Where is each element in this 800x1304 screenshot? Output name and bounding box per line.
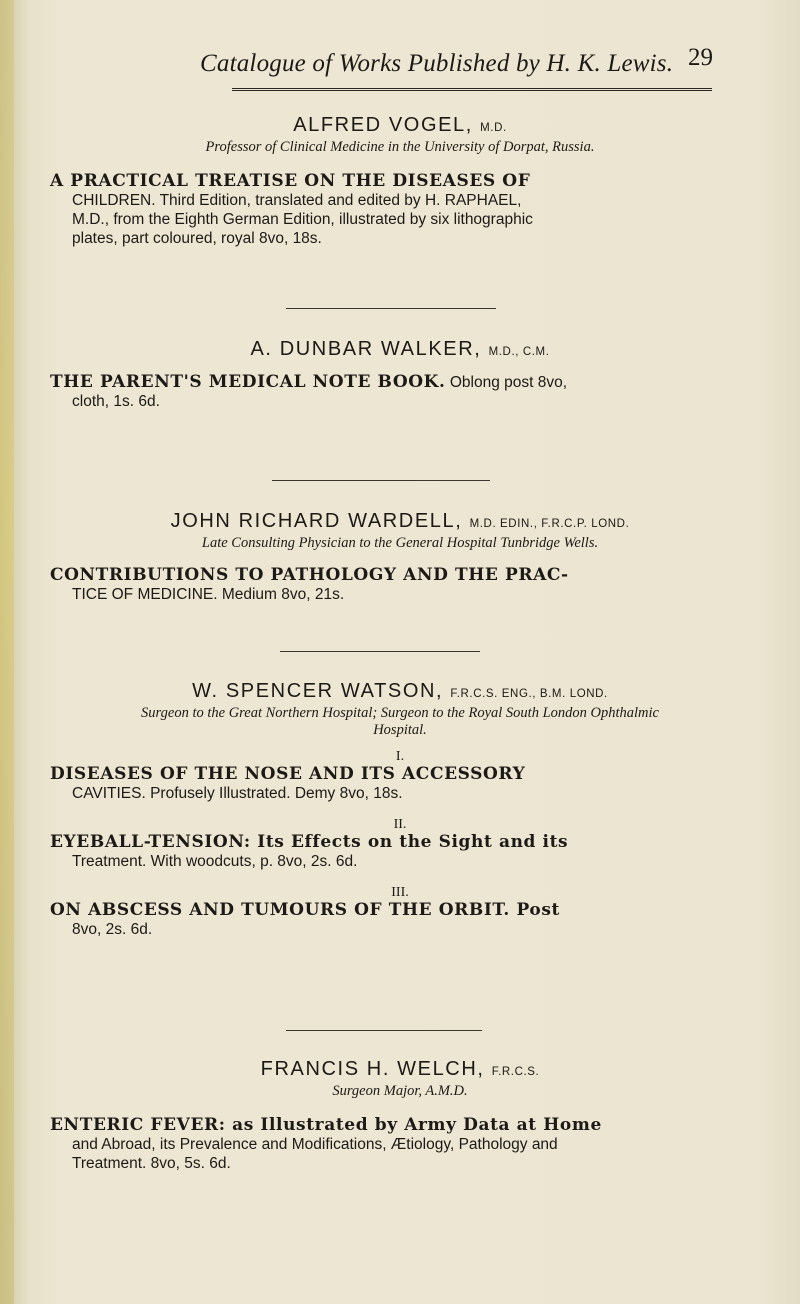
work-title: A PRACTICAL TREATISE ON THE DISEASES OF <box>50 171 531 191</box>
author-name-text: A. DUNBAR WALKER, <box>250 338 482 360</box>
author-name <box>50 680 750 703</box>
section-divider <box>286 1030 482 1031</box>
author-affiliation-cont: Hospital. <box>373 722 427 738</box>
author-name <box>50 510 750 533</box>
author-degrees: F.R.C.S. <box>491 1066 540 1078</box>
author-affiliation: Late Consulting Physician to the General Hospital Tunbridge Wells. <box>201 535 599 551</box>
work-number: III. <box>391 885 409 900</box>
author-affiliation: Surgeon Major, A.M.D. <box>332 1083 468 1099</box>
author-name-text: FRANCIS H. WELCH, <box>260 1058 485 1080</box>
author-name <box>50 338 750 361</box>
work-title: ENTERIC FEVER: as Illustrated by Army Data at Home <box>50 1115 602 1135</box>
author-degrees: M.D. <box>480 122 507 134</box>
page-number: 29 <box>688 44 713 71</box>
work-entry <box>50 172 750 248</box>
work-title: THE PARENT'S MEDICAL NOTE BOOK. <box>50 372 446 392</box>
author-name <box>50 1058 750 1081</box>
work-title: DISEASES OF THE NOSE AND ITS ACCESSORY <box>50 764 526 784</box>
work-line: and Abroad, its Prevalence and Modifications, Ætiology, Pathology and <box>72 1136 558 1153</box>
work-title: EYEBALL-TENSION: Its Effects on the Sight and its <box>50 832 569 852</box>
work-entry <box>50 833 750 871</box>
work-entry <box>50 765 750 803</box>
author-name-text: JOHN RICHARD WARDELL, <box>170 510 463 532</box>
work-title: ON ABSCESS AND TUMOURS OF THE ORBIT. Post <box>50 900 560 920</box>
author-name <box>50 114 750 137</box>
work-line: CAVITIES. Profusely Illustrated. Demy 8vo, 18s. <box>72 785 403 802</box>
work-line: plates, part coloured, royal 8vo, 18s. <box>72 230 322 247</box>
author-section-vogel <box>50 114 750 248</box>
work-number: I. <box>395 749 405 764</box>
author-section-watson <box>50 680 750 939</box>
work-line: Treatment. 8vo, 5s. 6d. <box>72 1155 231 1172</box>
section-divider <box>286 308 496 309</box>
work-tail: Oblong post 8vo, <box>449 374 568 391</box>
binding-edge <box>0 0 14 1304</box>
author-degrees: M.D. EDIN., F.R.C.P. LOND. <box>469 518 630 530</box>
work-line: CHILDREN. Third Edition, translated and edited by H. RAPHAEL, <box>72 192 522 209</box>
work-title: CONTRIBUTIONS TO PATHOLOGY AND THE PRAC- <box>50 565 569 585</box>
header-rule <box>232 88 712 91</box>
work-line: Treatment. With woodcuts, p. 8vo, 2s. 6d. <box>72 853 358 870</box>
work-entry <box>50 373 750 411</box>
work-entry <box>50 901 750 939</box>
work-line: 8vo, 2s. 6d. <box>72 921 153 938</box>
author-name-text: W. SPENCER WATSON, <box>192 680 444 702</box>
author-section-welch <box>50 1058 750 1173</box>
work-line: M.D., from the Eighth German Edition, illustrated by six lithographic <box>72 211 533 228</box>
author-affiliation: Surgeon to the Great Northern Hospital; Surgeon to the Royal South London Ophthalmic <box>141 705 659 721</box>
work-line: TICE OF MEDICINE. Medium 8vo, 21s. <box>72 586 345 603</box>
author-affiliation: Professor of Clinical Medicine in the University of Dorpat, Russia. <box>205 139 595 155</box>
section-divider <box>280 651 480 652</box>
section-divider <box>272 480 490 481</box>
work-number: II. <box>393 817 407 832</box>
author-name-text: ALFRED VOGEL, <box>293 114 473 136</box>
author-section-wardell <box>50 510 750 604</box>
work-entry <box>50 1116 750 1173</box>
author-degrees: F.R.C.S. ENG., B.M. LOND. <box>450 688 608 700</box>
work-line: cloth, 1s. 6d. <box>72 393 160 410</box>
author-section-walker <box>50 338 750 411</box>
running-title: Catalogue of Works Published by H. K. Lewis. <box>200 50 674 77</box>
work-entry <box>50 566 750 604</box>
author-degrees: M.D., C.M. <box>488 346 550 358</box>
